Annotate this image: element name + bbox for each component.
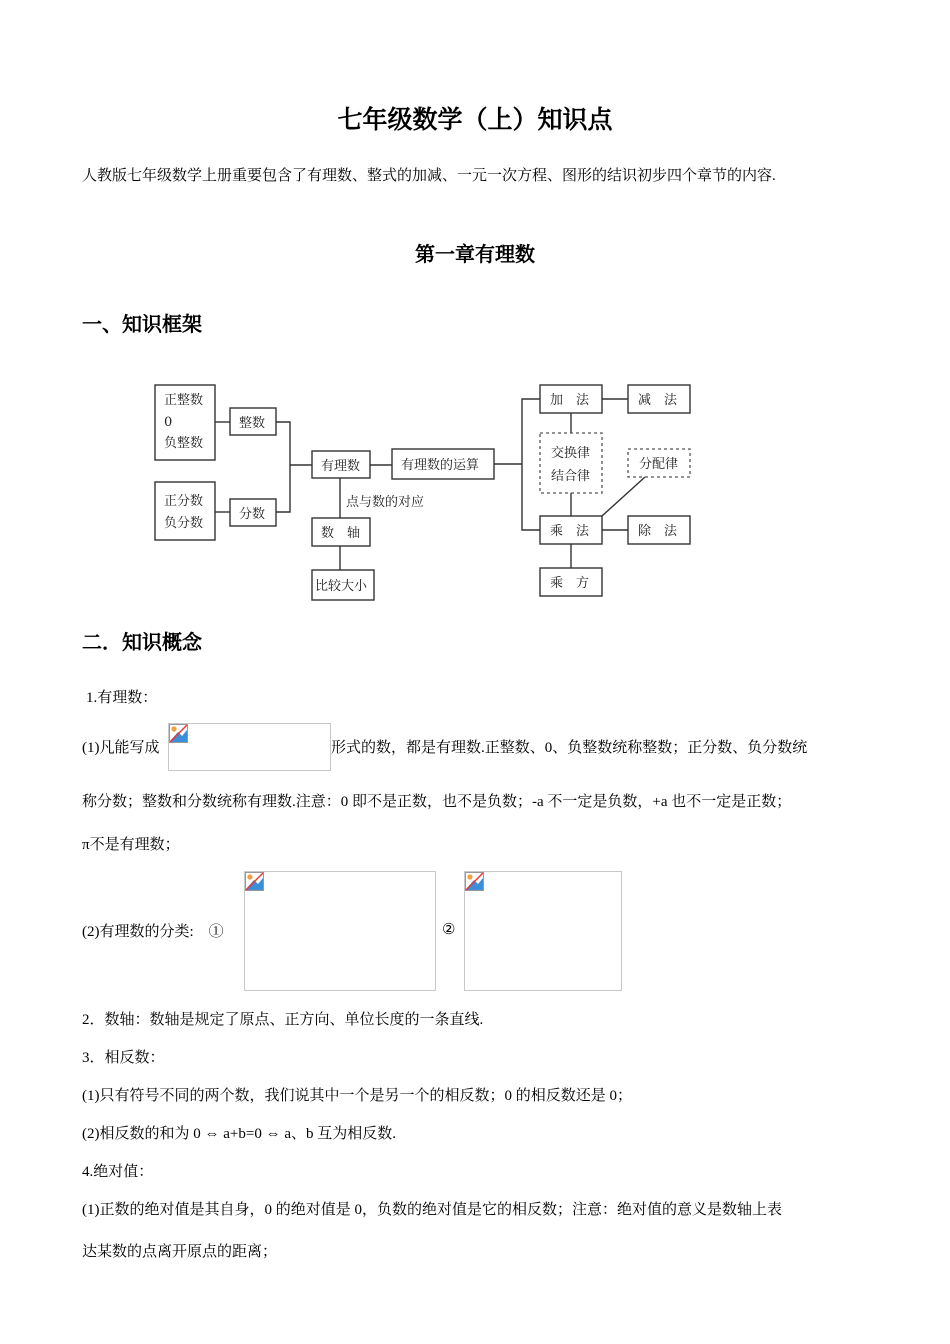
- classification-image-1-placeholder: [244, 871, 436, 991]
- label-multiply: 乘 法: [550, 524, 590, 539]
- concept-1-line-a: (1)凡能写成: [82, 740, 160, 756]
- concept-2-number-line: 2．数轴：数轴是规定了原点、正方向、单位长度的一条直线.: [82, 1012, 484, 1028]
- concept-3-line-1: (1)只有符号不同的两个数，我们说其中一个是另一个的相反数；0 的相反数还是 0；: [82, 1088, 632, 1104]
- label-integer: 整数: [239, 416, 266, 431]
- concept-3-line-2: (2)相反数的和为 0 ⇔ a+b=0 ⇔ a、b 互为相反数.: [82, 1126, 396, 1142]
- classification-image-2-placeholder: [464, 871, 622, 991]
- knowledge-framework-diagram: [150, 363, 710, 605]
- label-commutative: 交换律: [551, 446, 591, 461]
- formula-image-placeholder: [168, 723, 331, 771]
- concept-1-line-d: π不是有理数；: [82, 837, 180, 853]
- box-fractions-group: [155, 482, 215, 540]
- label-compare: 比较大小: [315, 579, 368, 594]
- label-positive-fraction: 正分数: [164, 494, 204, 509]
- broken-image-icon: [169, 724, 188, 743]
- label-negative-fraction: 负分数: [164, 516, 204, 531]
- concept-1-line-c: 称分数；整数和分数统称有理数.注意：0 即不是正数，也不是负数；-a 不一定是负数，+a 也不一定是正数；: [82, 794, 792, 810]
- label-divide: 除 法: [638, 524, 678, 539]
- concept-1-classification: (2)有理数的分类: ①: [82, 924, 224, 940]
- label-fraction: 分数: [239, 507, 266, 522]
- label-add: 加 法: [550, 393, 590, 408]
- concept-1-heading: 1.有理数：: [86, 690, 158, 706]
- label-rational: 有理数: [321, 459, 361, 474]
- section-heading-concepts: 二．知识概念: [82, 630, 202, 654]
- label-power: 乘 方: [550, 576, 590, 591]
- label-zero: 0: [164, 415, 173, 430]
- chapter-heading: 第一章有理数: [415, 242, 535, 266]
- page-title: 七年级数学（上）知识点: [337, 105, 613, 134]
- concept-1-line-b: 形式的数，都是有理数.正整数、0、负整数统称整数；正分数、负分数统: [331, 740, 808, 756]
- label-negative-integer: 负整数: [164, 436, 204, 451]
- concept-4-heading: 4.绝对值：: [82, 1164, 154, 1180]
- label-positive-integer: 正整数: [164, 393, 204, 408]
- box-laws-dashed: [540, 433, 602, 493]
- intro-paragraph: 人教版七年级数学上册重要包含了有理数、整式的加减、一元一次方程、图形的结识初步四个章节的内容.: [82, 168, 776, 184]
- concept-4-line-1b: 达某数的点离开原点的距离；: [82, 1244, 278, 1260]
- broken-image-icon: [245, 872, 264, 891]
- section-heading-framework: 一、知识框架: [82, 312, 202, 336]
- label-distributive: 分配律: [639, 457, 679, 472]
- label-operations: 有理数的运算: [401, 458, 480, 473]
- concept-4-line-1a: (1)正数的绝对值是其自身，0 的绝对值是 0，负数的绝对值是它的相反数；注意：绝对值的意义是数轴上表: [82, 1202, 782, 1218]
- label-subtract: 减 法: [638, 393, 678, 408]
- label-associative: 结合律: [551, 469, 591, 484]
- label-number-line: 数 轴: [321, 526, 361, 541]
- classification-marker-2: ②: [442, 922, 456, 938]
- concept-3-heading: 3．相反数：: [82, 1050, 165, 1066]
- broken-image-icon: [465, 872, 484, 891]
- label-correspondence: 点与数的对应: [346, 495, 425, 510]
